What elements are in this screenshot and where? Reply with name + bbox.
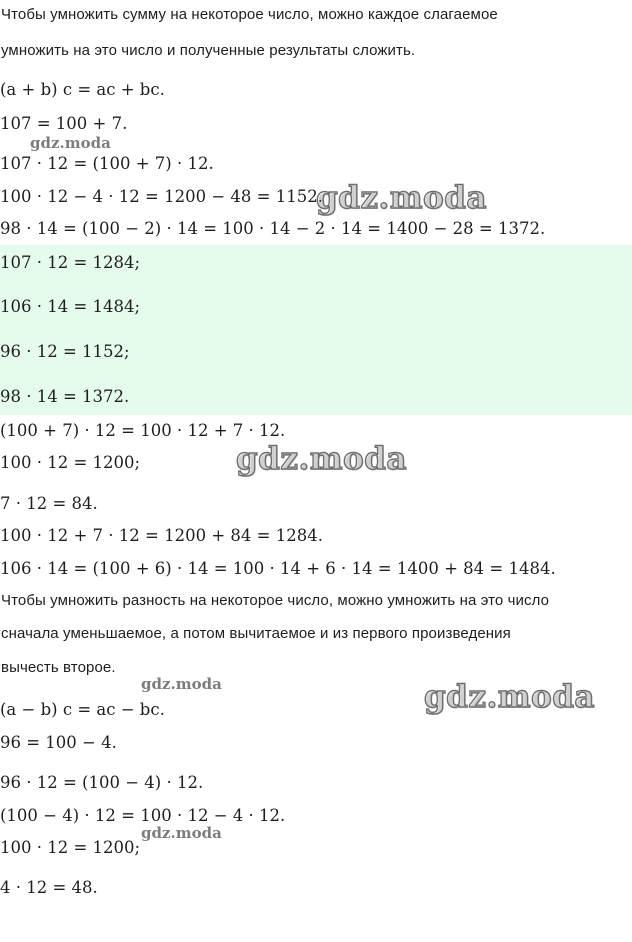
math-line: 7 · 12 = 84. <box>0 494 98 513</box>
watermark-logo: gdz.moda <box>236 441 407 477</box>
math-line: 106 · 14 = (100 + 6) · 14 = 100 · 14 + 6 · 14 = 1400 + 84 = 1484. <box>0 559 556 578</box>
answer-line: 107 · 12 = 1284; <box>0 253 141 272</box>
math-line: (100 + 7) · 12 = 100 · 12 + 7 · 12. <box>0 421 286 440</box>
watermark-logo: gdz.moda <box>316 180 487 216</box>
math-line: 98 · 14 = (100 − 2) · 14 = 100 · 14 − 2 · 14 = 1400 − 28 = 1372. <box>0 219 546 238</box>
rule-sum-line-1: Чтобы умножить сумму на некоторое число, можно каждое слагаемое <box>1 6 498 23</box>
formula-difference-distributive: (a − b) c = ac − bc. <box>0 700 165 719</box>
answer-line: 106 · 14 = 1484; <box>0 297 141 316</box>
watermark-logo: gdz.moda <box>141 824 222 842</box>
rule-sum-line-2: умножить на это число и полученные результаты сложить. <box>1 42 416 59</box>
math-line: 100 · 12 + 7 · 12 = 1200 + 84 = 1284. <box>0 526 323 545</box>
math-line: 100 · 12 = 1200; <box>0 453 141 472</box>
watermark-logo: gdz.moda <box>141 675 222 693</box>
math-line: 100 · 12 − 4 · 12 = 1200 − 48 = 1152. <box>0 187 323 206</box>
math-line: 107 · 12 = (100 + 7) · 12. <box>0 154 214 173</box>
rule-difference-line-3: вычесть второе. <box>1 659 116 676</box>
watermark-logo: gdz.moda <box>30 134 111 152</box>
math-line: 100 · 12 = 1200; <box>0 838 141 857</box>
math-line: 107 = 100 + 7. <box>0 114 128 133</box>
rule-difference-line-2: сначала уменьшаемое, а потом вычитаемое и из первого произведения <box>1 625 511 642</box>
math-line: (100 − 4) · 12 = 100 · 12 − 4 · 12. <box>0 806 286 825</box>
math-line: 96 = 100 − 4. <box>0 733 117 752</box>
rule-difference-line-1: Чтобы умножить разность на некоторое число, можно умножить на это число <box>1 592 550 609</box>
answer-line: 98 · 14 = 1372. <box>0 387 130 406</box>
math-line: 96 · 12 = (100 − 4) · 12. <box>0 773 204 792</box>
answer-line: 96 · 12 = 1152; <box>0 342 130 361</box>
watermark-logo: gdz.moda <box>424 679 595 715</box>
math-line: 4 · 12 = 48. <box>0 878 98 897</box>
formula-sum-distributive: (a + b) c = ac + bc. <box>0 80 165 99</box>
